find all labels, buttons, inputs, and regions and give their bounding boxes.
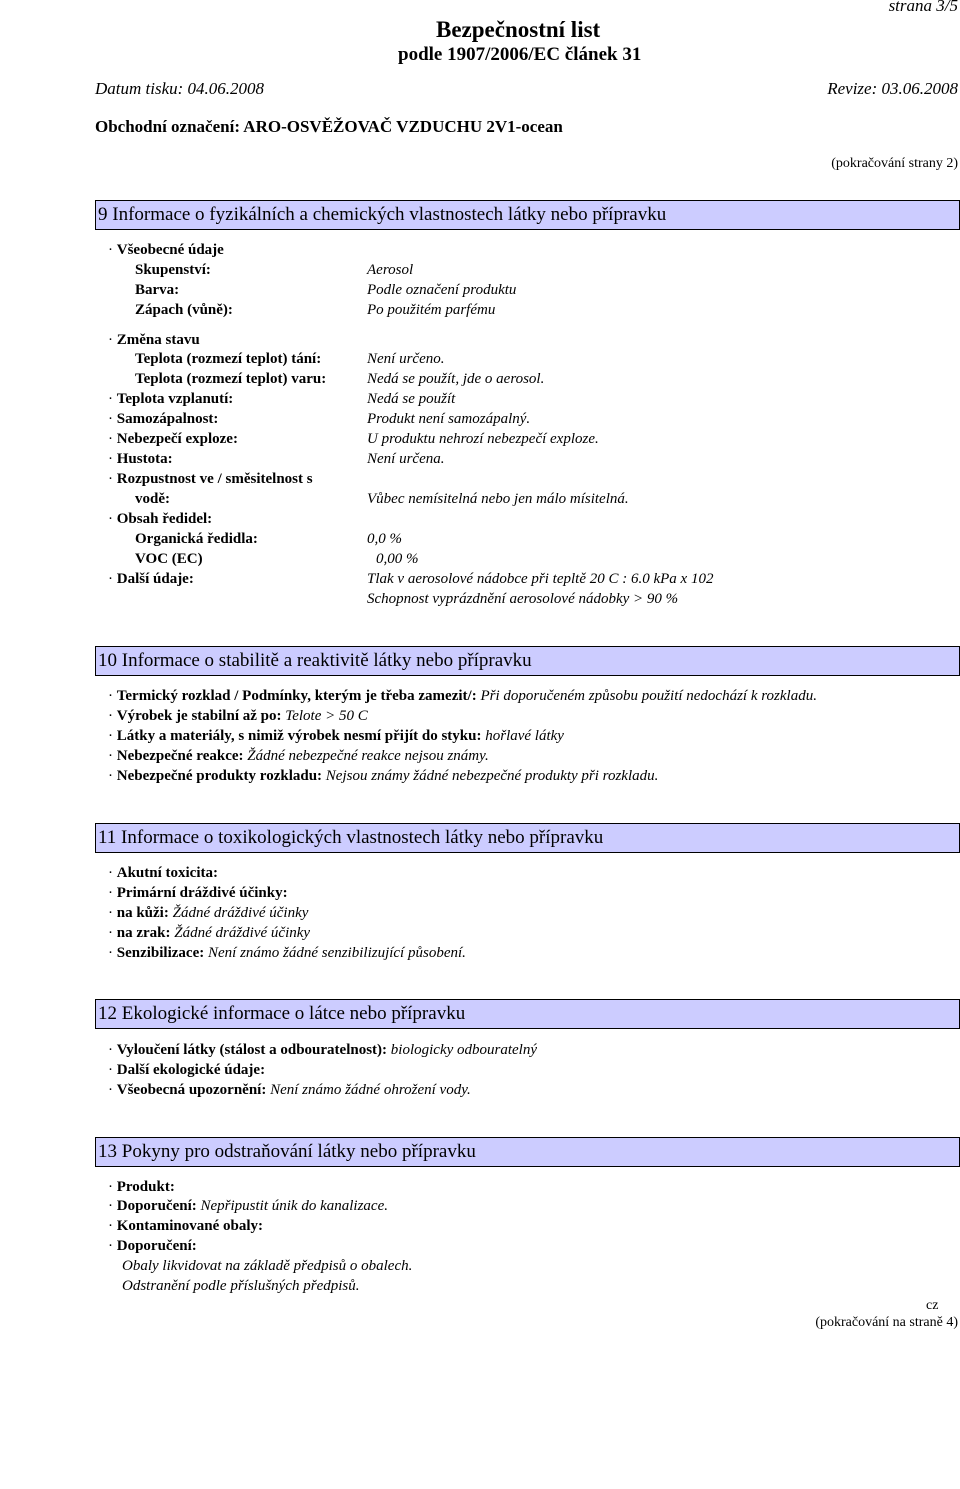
s9-organic-label: Organická ředidla: [135, 531, 258, 547]
s9-odor-value: Po použitém parfému [367, 302, 496, 318]
section-11-title: 11 Informace o toxikologických vlastnostech látky nebo přípravku [98, 827, 604, 848]
s12-line-3: · Všeobecná upozornění: Není známo žádné ohrožení vody. [108, 1082, 471, 1098]
s12-line-2: · Další ekologické údaje: [108, 1062, 266, 1078]
s9-selfign-value: Produkt není samozápalný. [367, 411, 531, 427]
s9-general: · Všeobecné údaje [108, 242, 224, 258]
section-12-heading [95, 999, 960, 1029]
revision-date: Revize: 03.06.2008 [827, 79, 958, 98]
s9-state-value: Aerosol [367, 262, 414, 278]
continued-to: (pokračování na straně 4) [815, 1315, 958, 1330]
s9-solubility-value: Vůbec nemísitelná nebo jen málo mísitelná. [367, 491, 629, 507]
s13-line-3: · Kontaminované obaly: [108, 1218, 264, 1234]
s9-flash-value: Nedá se použít [367, 391, 456, 407]
s9-density: · Hustota: [108, 451, 173, 467]
print-date: Datum tisku: 04.06.2008 [95, 79, 265, 98]
s9-melt-value: Není určeno. [367, 351, 445, 367]
s13-line-6: Odstranění podle příslušných předpisů. [122, 1278, 360, 1294]
s9-solubility: · Rozpustnost ve / směsitelnost s [108, 471, 313, 487]
continued-from: (pokračování strany 2) [831, 156, 958, 171]
s12-line-1: · Vyloučení látky (stálost a odbouratelnost): biologicky odbouratelný [108, 1042, 538, 1058]
s9-solubility-label-2: vodě: [135, 491, 170, 507]
s13-line-2: · Doporučení: Nepřipustit únik do kanalizace. [108, 1198, 388, 1214]
section-10-heading [95, 646, 960, 676]
s9-density-value: Není určena. [367, 451, 445, 467]
s9-boil-value: Nedá se použít, jde o aerosol. [367, 371, 545, 387]
s13-line-1: · Produkt: [108, 1179, 175, 1195]
s10-line-4: · Nebezpečné reakce: Žádné nebezpečné reakce nejsou známy. [108, 748, 489, 764]
s11-line-4: · na zrak: Žádné dráždivé účinky [108, 925, 311, 941]
s10-line-3: · Látky a materiály, s nimiž výrobek nesmí přijít do styku: hořlavé látky [108, 728, 564, 744]
s13-line-4: · Doporučení: [108, 1238, 197, 1254]
s9-voc-label: VOC (EC) [135, 551, 203, 567]
s9-explo: · Nebezpečí exploze: [108, 431, 238, 447]
s9-solvents: · Obsah ředidel: [108, 511, 213, 527]
section-9-title: 9 Informace o fyzikálních a chemických vlastnostech látky nebo přípravku [98, 204, 667, 225]
page-number: strana 3/5 [888, 0, 958, 15]
section-9-heading [95, 200, 960, 230]
s9-odor-label: Zápach (vůně): [135, 302, 233, 318]
s9-state-label: Skupenství: [135, 262, 211, 278]
section-11-heading [95, 823, 960, 853]
section-10-title: 10 Informace o stabilitě a reaktivitě látky nebo přípravku [98, 650, 532, 671]
section-12-title: 12 Ekologické informace o látce nebo přípravku [98, 1003, 466, 1024]
s11-line-2: · Primární dráždivé účinky: [108, 885, 288, 901]
s9-change: · Změna stavu [108, 332, 200, 348]
s9-organic-value: 0,0 % [367, 531, 402, 547]
s9-boil-label: Teplota (rozmezí teplot) varu: [135, 371, 327, 387]
s9-explo-value: U produktu nehrozí nebezpečí exploze. [367, 431, 599, 447]
s11-line-3: · na kůži: Žádné dráždivé účinky [108, 905, 309, 921]
s11-line-5: · Senzibilizace: Není známo žádné senzibilizující působení. [108, 945, 466, 961]
s9-flash: · Teplota vzplanutí: [108, 391, 234, 407]
document-subtitle: podle 1907/2006/EC článek 31 [398, 44, 642, 65]
s9-color-label: Barva: [135, 282, 180, 298]
s10-line-5: · Nebezpečné produkty rozkladu: Nejsou známy žádné nebezpečné produkty při rozkladu. [108, 768, 659, 784]
language-code: cz [926, 1298, 939, 1313]
section-13-heading [95, 1137, 960, 1167]
s9-selfign: · Samozápalnost: [108, 411, 219, 427]
s13-line-5: Obaly likvidovat na základě předpisů o obalech. [122, 1258, 413, 1274]
s9-color-value: Podle označení produktu [367, 282, 517, 298]
trade-name: Obchodní označení: ARO-OSVĚŽOVAČ VZDUCHU 2V1-ocean [95, 117, 563, 136]
s10-line-1: · Termický rozklad / Podmínky, kterým je třeba zamezit/: Při doporučeném způsobu použití nedochází k rozkladu. [108, 688, 817, 704]
s9-voc-value: 0,00 % [376, 551, 419, 567]
document-title: Bezpečnostní list [436, 17, 601, 42]
s10-line-2: · Výrobek je stabilní až po: Telote > 50 C [108, 708, 368, 724]
s11-line-1: · Akutní toxicita: [108, 865, 218, 881]
s9-other: · Další údaje: [108, 571, 194, 587]
s9-other-value-2: Schopnost vyprázdnění aerosolové nádobky > 90 % [367, 591, 679, 607]
s9-melt-label: Teplota (rozmezí teplot) tání: [135, 351, 322, 367]
section-13-title: 13 Pokyny pro odstraňování látky nebo přípravku [98, 1141, 476, 1162]
s9-other-value-1: Tlak v aerosolové nádobce při tepltě 20 C : 6.0 kPa x 102 [367, 571, 714, 587]
